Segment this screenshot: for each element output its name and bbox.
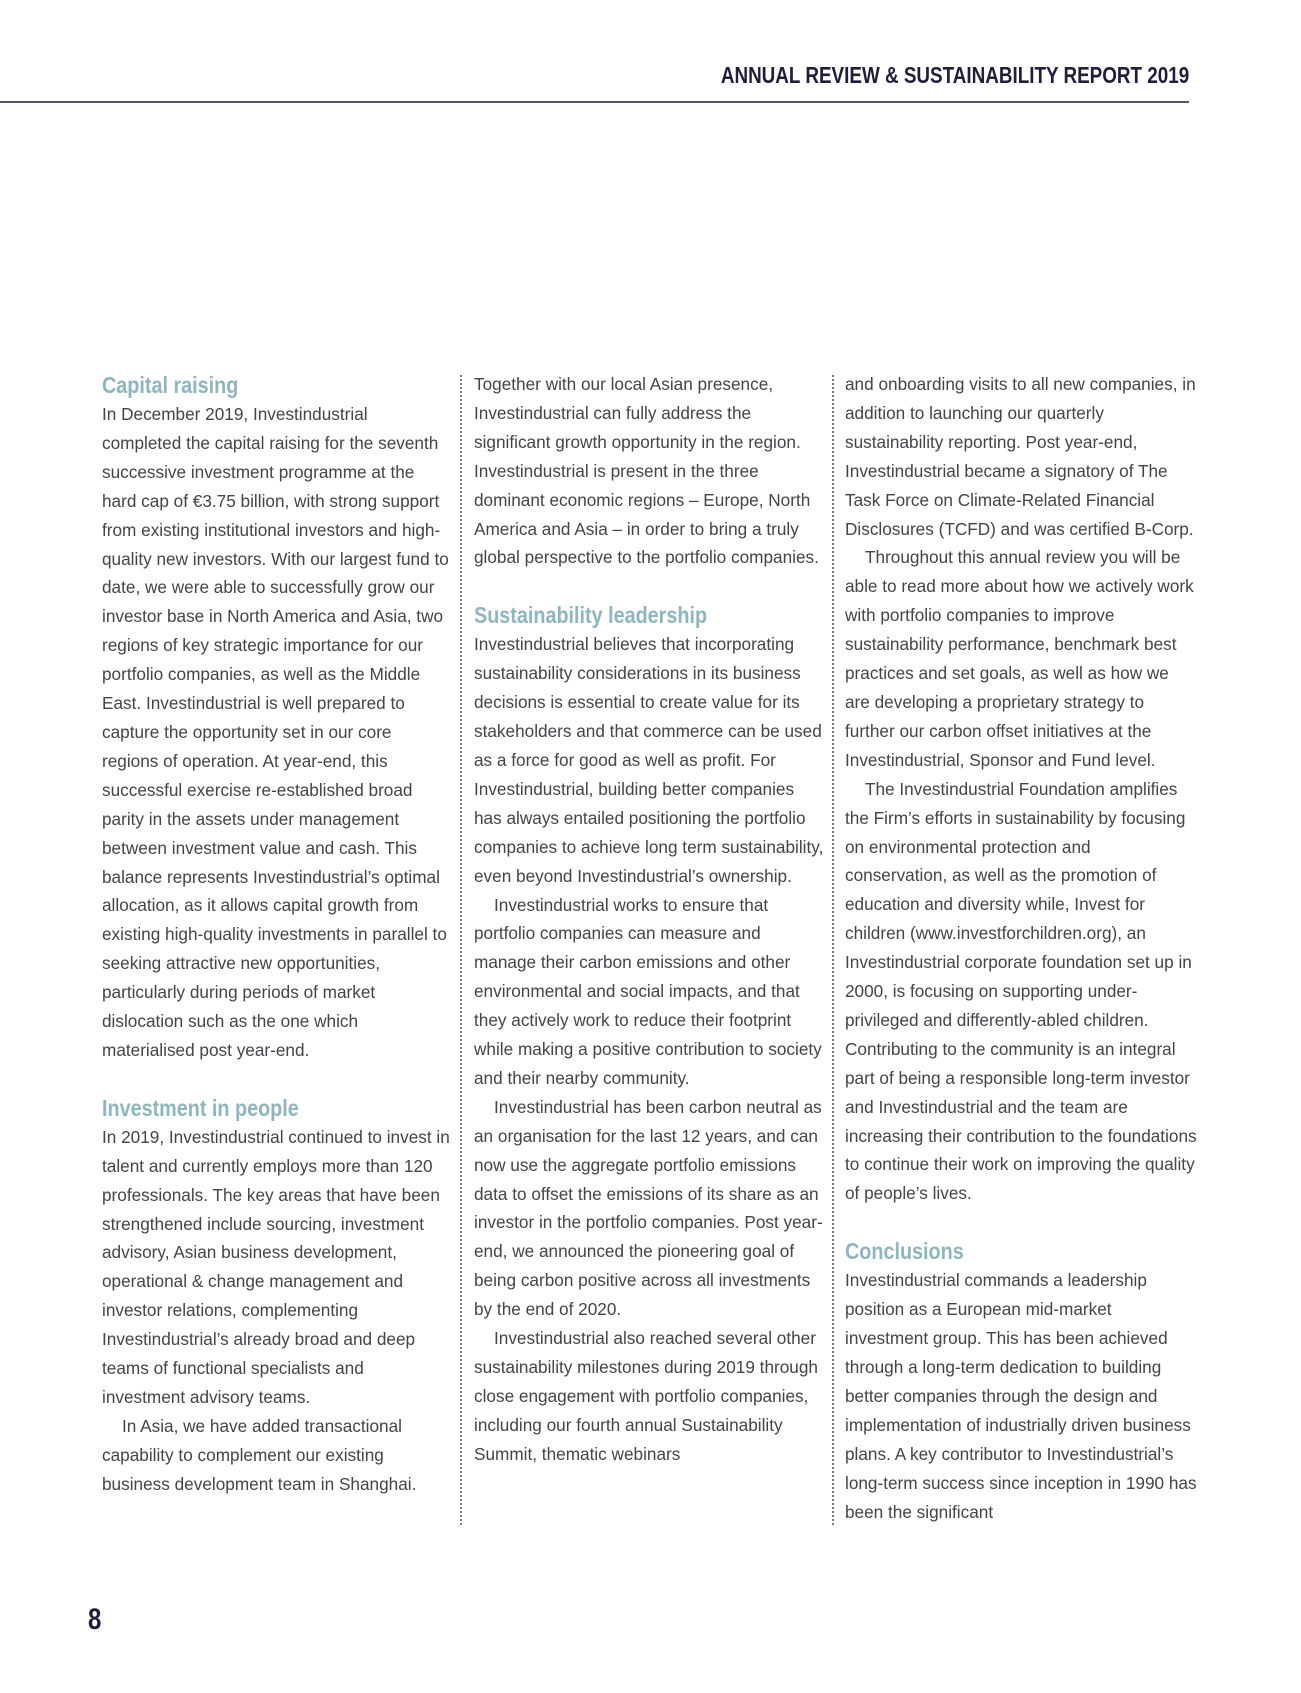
paragraph: Investindustrial believes that incorporating sustainability considerations in its business decisions is essential to create value for its stakeholders and that commerce can be used as a force for good as well as profit. For Investindustrial, building better companies has always entailed positioning the portfolio companies to achieve long term sustainability, even beyond Investindustrial’s ownership. xyxy=(474,634,824,886)
paragraph: In Asia, we have added transactional capability to complement our existing business development team in Shanghai. xyxy=(102,1415,417,1494)
text-column-1 xyxy=(102,370,450,1499)
header-rule xyxy=(0,101,1189,103)
paragraph: In 2019, Investindustrial continued to invest in talent and currently employs more than 120 professionals. The key areas that have been strengthened include sourcing, investment advisory, Asian business development, operational & change management and investor relations, complementing Investindustrial’s already broad and deep teams of functional specialists and investment advisory teams. xyxy=(102,1126,450,1407)
column-separator xyxy=(832,375,834,1525)
paragraph: Investindustrial also reached several other sustainability milestones during 2019 through close engagement with portfolio companies, including our fourth annual Sustainability Summit, thematic webinars xyxy=(474,1328,818,1464)
paragraph: and onboarding visits to all new companies, in addition to launching our quarterly sustainability reporting. Post year-end, Investindustrial became a signatory of The Task Force on Climate-Related Financial Disclosures (TCFD) and was certified B-Corp. xyxy=(845,374,1196,539)
paragraph: Investindustrial has been carbon neutral as an organisation for the last 12 years, and can now use the aggregate portfolio emissions data to offset the emissions of its share as an investor in the portfolio companies. Post year-end, we announced the pioneering goal of being carbon positive across all investments by the end of 2020. xyxy=(474,1096,823,1320)
section-heading-sustainability-leadership: Sustainability leadership xyxy=(474,602,708,629)
paragraph: Investindustrial commands a leadership position as a European mid-market investment group. This has been achieved through a long-term dedication to building better companies through the design and implementation of industrially driven business plans. A key contributor to Investindustrial’s long-term success since inception in 1990 has been the significant xyxy=(845,1270,1197,1522)
section-heading-capital-raising: Capital raising xyxy=(102,372,239,398)
section-heading-conclusions: Conclusions xyxy=(845,1238,964,1265)
paragraph: Investindustrial works to ensure that portfolio companies can measure and manage their carbon emissions and other environmental and social impacts, and that they actively work to reduce their footprint while making a positive contribution to society and their nearby community. xyxy=(474,894,822,1088)
paragraph: Together with our local Asian presence, Investindustrial can fully address the significant growth opportunity in the region. Investindustrial is present in the three dominant economic regions – Europe, North America and Asia – in order to bring a truly global perspective to the portfolio companies. xyxy=(474,374,819,568)
text-column-2 xyxy=(474,370,824,1469)
text-column-3 xyxy=(845,370,1197,1526)
section-heading-investment-in-people: Investment in people xyxy=(102,1094,299,1121)
running-header-title: ANNUAL REVIEW & SUSTAINABILITY REPORT 2019 xyxy=(720,62,1189,88)
paragraph: The Investindustrial Foundation amplifies the Firm’s efforts in sustainability by focusing on environmental protection and conservation, as well as the promotion of education and diversity while, Invest for children (www.investforchildren.org), an Investindustrial corporate foundation set up in 2000, is focusing on supporting under-privileged and differently-abled children. Contributing to the community is an integral part of being a responsible long-term investor and Investindustrial and the team are increasing their contribution to the foundations to continue their work on improving the quality of people’s lives. xyxy=(845,778,1197,1204)
page-number: 8 xyxy=(88,1603,102,1636)
column-separator xyxy=(460,375,462,1525)
paragraph: Throughout this annual review you will be able to read more about how we actively work with portfolio companies to improve sustainability performance, benchmark best practices and set goals, as well as how we are developing a proprietary strategy to further our carbon offset initiatives at the Investindustrial, Sponsor and Fund level. xyxy=(845,547,1194,770)
paragraph: In December 2019, Investindustrial completed the capital raising for the seventh successive investment programme at the hard cap of €3.75 billion, with strong support from existing institutional investors and high-quality new investors. With our largest fund to date, we were able to successfully grow our investor base in North America and Asia, two regions of key strategic importance for our portfolio companies, as well as the Middle East. Investindustrial is well prepared to capture the opportunity set in our core regions of operation. At year-end, this successful exercise re-established broad parity in the assets under management between investment value and cash. This balance represents Investindustrial’s optimal allocation, as it allows capital growth from existing high-quality investments in parallel to seeking attractive new opportunities, particularly during periods of market dislocation such as the one which materialised post year-end. xyxy=(102,404,449,1060)
